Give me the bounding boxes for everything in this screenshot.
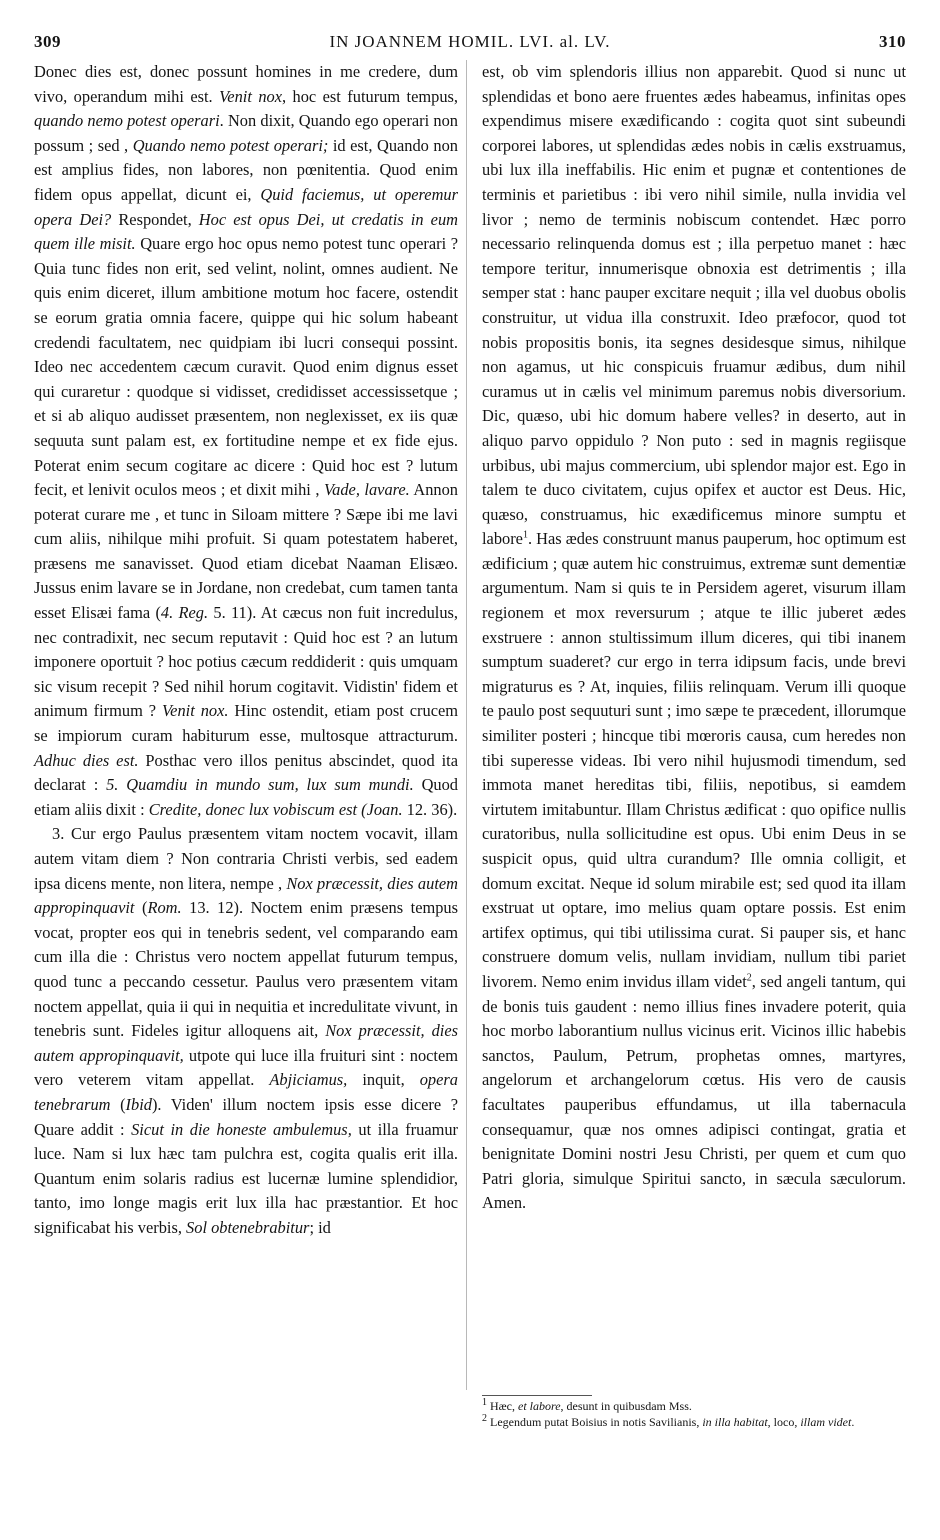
footnote-rule	[482, 1395, 592, 1396]
text-run-italic: Nox præcessit, dies autem appropinquavit	[34, 873, 458, 918]
text-run: Donec dies est, donec possunt homines in me credere, dum vivo, operandum mihi est.	[34, 62, 458, 106]
text-run: , hoc est futurum tempus,	[282, 86, 458, 106]
text-run: Legendum putat Boisius in notis Savilianis,	[487, 1415, 703, 1429]
text-run-italic: in illa habitat	[702, 1415, 768, 1429]
footnote-marker: 1	[482, 1397, 487, 1408]
text-run: Non contraria Christi verbis, sed eadem ipsa dicens mente, non litera, nempe ,	[34, 849, 459, 893]
text-run-italic: Quid faciemus, ut operemur opera Dei?	[34, 184, 458, 229]
text-run: . Has ædes construunt manus pauperum, hoc optimum est ædificium ; quæ autem hic construimus, extremæ sunt dementiæ argumentum. Nam si quis te in Persidem ageret, visurum illam regionem et mox reversurum ; atque te illic juberet ædes exstruere : annon stultissimum illum diceres, qui tibi inanem sumptum suaderet? cur ergo in terra idipsum facis, unde brevi migraturus es ? At, inquies, filiis relinquam. Verum illi quoque te paulo post sequuturi sunt ; imo sæpe te præcedent, illorumque similiter posteri ; hincque tibi mœroris causa, cum heredes non tibi superesse videas. Ibi vero nihil hujusmodi timendum, sed immota manet hereditas tibi, filiis, nepotibus, si eamdem virtutem imitabuntur. Illam Christus ædificat : quo opifice nullis curatoribus, nulla sollicitudine est opus. Ubi enim Deus in se suspicit opus, quid ultra curandum? Ille omnia colligit, et domum excitat. Neque id solum mirabile est; sed quod ita illam exstruat ut optare, imo melius quam optare possis. Est enim artifex optimus, qui tibi utilissima curat. Si pauper sis, et hanc construere domum velis, nullam invidiam, nullum tibi pariet livorem. Nemo enim invidus illam videt	[482, 529, 906, 991]
text-run: . Non dixit, Quando ego operari non possum ; sed ,	[34, 111, 458, 155]
text-run-italic: Rom.	[147, 898, 182, 918]
left-paragraph-1	[34, 60, 458, 822]
text-run-italic: Sicut in die honeste ambulemus,	[131, 1119, 352, 1139]
text-run-italic: Venit nox	[219, 86, 282, 106]
text-run: 5. 11). At cæcus non fuit incredulus, nec contradixit, nec secum reputavit : Quid hoc est ? an lutum imponere oportuit ? hoc potius cæcum reddiderit : quis umquam sic visum recepit ? Sed nihil horum cogitavit. Vidistin' fidem et animum firmum ?	[34, 603, 458, 721]
running-title: IN JOANNEM HOMIL. LVI. al. LV.	[329, 32, 611, 51]
text-run: ; id	[309, 1217, 331, 1237]
text-run: utpote qui luce illa fruituri sint : noctem vero veterem vitam appellat.	[34, 1045, 458, 1090]
footnote-1	[482, 1398, 906, 1414]
text-run: ut illa fruamur luce. Nam si lux hæc tam pulchra est, cogita qualis erit illa. Quantum enim solaris radius est lucernæ lumine splendidior, tanto, imo longe magis erit lux illa hac præstantior. Et hoc significabat his verbis,	[34, 1119, 458, 1237]
text-run: 13. 12). Noctem enim præsens tempus vocat, propter eos qui in tenebris sedent, vel comparando eam cum illa die : Christus vero noctem appellat futurum tempus, quod tunc a peccando cessetur. Paulus vero præsentem vitam noctem appellat, quia ii qui in nequitia et incredulitate vivunt, in tenebris sunt. Fideles igitur alloquens ait,	[34, 898, 458, 1041]
text-run: Posthac vero illos penitus abscindet, quod ita declarat :	[34, 750, 458, 795]
footnote-marker: 2	[482, 1413, 487, 1424]
text-run: Quare ergo hoc opus nemo potest tunc operari ? Quia tunc fides non erit, sed velint, nolint, omnes audient. Ne quis enim diceret, illum ambitione motum hoc facere, ostendit se eorum gratia omnia facere, quippe qui hic solum habeant credendi facultatem, nec quidpiam ibi lucri consequi possint. Ideo nec accedentem cæcum curavit. Quod enim dignus esset qui curaretur : quodque si vidisset, credidisset accessissetque ; et si ab aliquo audisset præsentem, non neglexisset, ex iis quæ sequuta sunt palam est, ex fortitudine nempe et ex fide ejus. Poterat enim secum cogitare ac dicere : Quid hoc est ? lutum fecit, et lenivit oculos meos ; et dixit mihi ,	[34, 234, 458, 500]
text-run: ). Viden' illum noctem ipsis esse dicere ? Quare addit :	[34, 1094, 458, 1139]
text-run: (	[110, 1094, 126, 1114]
running-header	[34, 32, 906, 62]
right-page-number: 310	[879, 32, 906, 51]
text-run: , loco,	[767, 1415, 801, 1429]
text-run: id est, Quando non est amplius fides, non labores, non pœnitentia. Quod enim fidem opus appellat, dicunt ei,	[34, 135, 458, 204]
text-run: (	[134, 898, 148, 918]
text-run: inquit,	[347, 1070, 420, 1090]
left-column	[34, 60, 458, 1241]
column-divider	[466, 60, 467, 1390]
text-run-italic: Hoc est opus Dei, ut credatis in eum quem ille misit.	[34, 209, 458, 254]
text-run-italic: Nox præcessit, dies autem appropinquavit,	[34, 1021, 458, 1065]
text-run: 12. 36).	[402, 799, 458, 819]
text-run-italic: Abjiciamus,	[269, 1070, 348, 1090]
right-paragraph-1	[482, 60, 906, 1216]
text-run-italic: 4. Reg.	[160, 603, 209, 623]
text-run-italic: et labore	[518, 1399, 561, 1413]
text-run: Annon poterat curare me , et tunc in Siloam mittere ? Sæpe ibi me lavi cum aliis, nihilque mihi profuit. Si quam potestatem haberet, præsens me sanavisset. Quod etiam dicebat Naaman Elisæo. Jussus enim lavare se in Jordane, non credebat, cum tamen tanta esset Elisæi fama (	[34, 480, 458, 623]
footnote-2	[482, 1414, 906, 1430]
text-run-italic: 5. Quamdiu in mundo sum, lux sum mundi.	[106, 775, 414, 795]
text-run-italic: Credite, donec lux vobiscum est (Joan.	[148, 799, 403, 819]
text-run: est, ob vim splendoris illius non apparebit. Quod si nunc ut splendidas et bono aere fruentes ædes habeamus, infinitas opes expendimus misere exædificando : cogita quot sint subeundi corporei labores, ut splendidas ædes nobis in cælis exstruamus, ubi lux illa ineffabilis. Hic enim et pugnæ et contentiones de terminis et parietibus : ibi vero nihil simile, nulla invidia vel livor ; nemo de terminis nobiscum contendet. Hæc porro necessario relinquenda domus est ; illa perpetuo manet : hæc tempore teritur, innumerisque obnoxia est detrimentis ; illa semper stat : hanc pauper excitare nequit ; illa vel duobus obolis construitur, ut vidua illa construxit. Ideo præfocor, quod tot nobis propositis bonis, ita segnes desidesque simus, nihilque non agamus, ut hic conspicuis fruamur ædibus, dum nihil curamus ut in cælis vel minimum paremus nobis diversorium. Dic, quæso, ubi hic domum habere velles? in deserto, aut in aliquo parvo oppidulo ? Non puto : sed in magnis regiisque urbibus, ubi majus commercium, ubi splendor major est. Ego in talem te duco civitatem, cujus opifex et auctor est Deus. Hic, quæso, construamus, hic exædificemus minore sumptu et labore	[482, 62, 906, 549]
text-run-italic: Quando nemo potest operari;	[132, 135, 329, 155]
text-run-italic: opera tenebrarum	[34, 1070, 458, 1114]
text-run-italic: Vade, lavare.	[323, 480, 410, 500]
footnote-reference[interactable]: 1	[522, 529, 528, 541]
left-paragraph-2	[34, 822, 458, 1240]
footnote-reference[interactable]: 2	[746, 972, 752, 984]
left-page-number: 309	[34, 32, 61, 51]
text-run: Hæc,	[487, 1399, 518, 1413]
text-run-italic: illam videt	[800, 1415, 852, 1429]
text-run: , sed angeli tantum, qui de bonis tuis gaudent : nemo illius fines invadere poterit, quia hoc morbo laborantium nullus vicinus erit. Vicinos illic habebis sanctos, Paulum, Petrum, prophetas omnes, martyres, angelorum et archangelorum cœtus. His vero de causis facultates pauperibus effundamus, ut illa tabernacula consequamur, quæ nos omnes adipisci contingat, gratia et benignitate Domini nostri Jesu Christi, per quem et cum quo Patri gloria, simulque Spiritui sancto, in sæcula sæculorum. Amen.	[482, 971, 906, 1213]
text-run-italic: Sol obtenebrabitur	[186, 1217, 310, 1237]
text-run-italic: Ibid	[125, 1094, 152, 1114]
text-run: Respondet,	[111, 209, 199, 229]
text-run: Quod etiam aliis dixit :	[34, 775, 458, 819]
text-run: 3. Cur ergo Paulus præsentem vitam noctem vocavit, illam autem vitam diem ?	[34, 824, 458, 868]
text-run-italic: Adhuc dies est.	[34, 750, 139, 770]
text-run: .	[851, 1415, 855, 1429]
text-run: , desunt in quibusdam Mss.	[560, 1399, 692, 1413]
text-run: Hinc ostendit, etiam post crucem se impiorum curam habiturum esse, multosque attracturum.	[34, 701, 458, 746]
right-column	[482, 60, 906, 1216]
text-run-italic: Venit nox.	[161, 701, 229, 721]
text-run-italic: quando nemo potest operari	[34, 111, 220, 131]
